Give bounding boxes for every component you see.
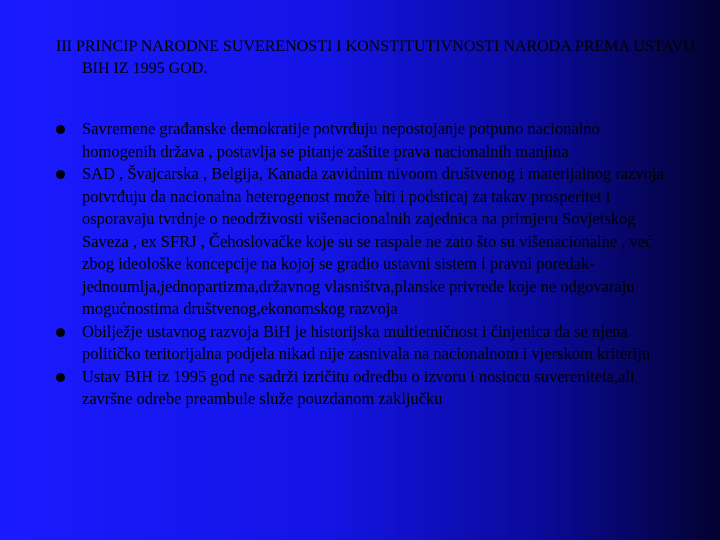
bullet-dot-icon [56, 328, 65, 337]
bullet-text: SAD , Švajcarska , Belgija, Kanada zavidnim nivoom društvenog i materijalnog razvoja potvrđuju da nacionalna heterogenost može biti i podsticaj za takav prosperitet i osporavaju tvrdnje o neodrživosti višenacionalnih zajednica na primjeru Sovjetskog Saveza , ex SFRJ , Čehoslovačke koje su se raspale ne zato što su višenacionalne , već zbog ideološke koncepcije na kojoj se gradio ustavni sistem i pravni poredak- jednoumlja,jednopartizma,državnog vlasništva,planske privrede koje ne odgovaraju mogućnostima društvenog,ekonomskog razvoja [82, 164, 664, 318]
bullet-item [56, 321, 666, 366]
bullet-dot-icon [56, 125, 65, 134]
bullet-item [56, 163, 666, 321]
slide-title: III PRINCIP NARODNE SUVERENOSTI I KONSTITUTIVNOSTI NARODA PREMA USTAVU BIH IZ 1995 GOD. [56, 38, 695, 77]
bullet-item [56, 366, 666, 411]
bullet-list [56, 118, 666, 411]
bullet-text: Obilježje ustavnog razvoja BiH je historijska multietničnost i činjenica da se njena političko teritorijalna podjela nikad nije zasnivala na nacionalnom i vjerskom kriteriju [82, 321, 651, 363]
bullet-text: Ustav BIH iz 1995 god ne sadrži izričitu odredbu o izvoru i nosiocu suvereniteta,ali završne odrebe preambule služe pouzdanom zaključku [82, 366, 635, 408]
bullet-dot-icon [56, 373, 65, 382]
bullet-text: Savremene građanske demokratije potvrđuju nepostojanje potpuno nacionalno homogenih država , postavlja se pitanje zaštite prava nacionalnih manjina [82, 119, 600, 161]
bullet-item [56, 118, 666, 163]
bullet-dot-icon [56, 170, 65, 179]
